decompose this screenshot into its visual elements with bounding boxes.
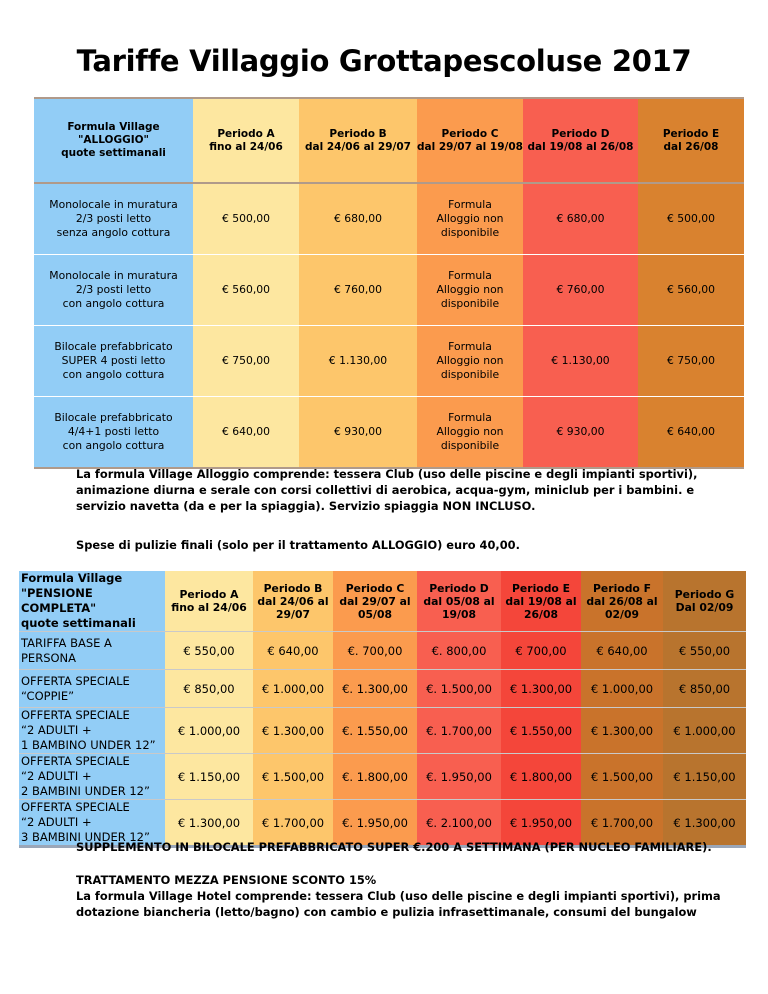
period-name: Periodo E	[662, 127, 720, 140]
row-label-line: 2/3 posti letto	[75, 212, 152, 225]
supplemento-note: SUPPLEMENTO IN BILOCALE PREFABBRICATO SUPER €.200 A SETTIMANA (PER NUCLEO FAMILIARE).	[76, 840, 712, 854]
price-cell: € 1.000,00	[253, 670, 333, 708]
table-row	[34, 397, 744, 469]
row-label-line: “2 ADULTI +	[21, 815, 92, 829]
price-cell: € 700,00	[501, 632, 581, 670]
price-cell: € 1.150,00	[663, 754, 746, 800]
price-cell: € 750,00	[638, 326, 744, 397]
price-cell: € 560,00	[638, 255, 744, 326]
price-cell: € 1.800,00	[501, 754, 581, 800]
period-range: 26/08	[524, 607, 558, 621]
price-cell: €. 2.100,00	[417, 800, 501, 847]
unavailable-cell	[417, 326, 523, 397]
price-cell: € 850,00	[165, 670, 253, 708]
pulizie-note: Spese di pulizie finali (solo per il trattamento ALLOGGIO) euro 40,00.	[76, 538, 520, 552]
header-periodo-f	[581, 571, 663, 632]
price-cell: € 760,00	[523, 255, 638, 326]
price-cell: € 1.550,00	[501, 708, 581, 754]
price-cell: € 640,00	[638, 397, 744, 469]
price-cell: €. 1.500,00	[417, 670, 501, 708]
price-cell: € 1.700,00	[253, 800, 333, 847]
period-name: Periodo E	[512, 581, 570, 595]
period-range: 05/08	[358, 607, 392, 621]
row-label-line: OFFERTA SPECIALE	[21, 754, 130, 768]
row-label-line: 2 BAMBINI UNDER 12”	[21, 784, 150, 798]
row-label-line: “2 ADULTI +	[21, 769, 92, 783]
unavailable-text: Formula Alloggio non disponibile	[436, 269, 504, 310]
price-cell: €. 1.800,00	[333, 754, 417, 800]
period-range: dal 19/08 al 26/08	[527, 140, 634, 153]
header-line: "PENSIONE COMPLETA"	[21, 586, 97, 615]
price-cell: € 1.000,00	[663, 708, 746, 754]
row-label	[19, 754, 165, 800]
alloggio-price-table	[34, 97, 744, 469]
row-label-line: con angolo cottura	[62, 297, 165, 310]
row-label-line: OFFERTA SPECIALE	[21, 673, 130, 688]
price-cell: € 680,00	[299, 183, 417, 255]
header-periodo-d	[417, 571, 501, 632]
price-cell: € 1.300,00	[581, 708, 663, 754]
row-label-line: PERSONA	[21, 650, 77, 665]
period-name: Periodo C	[441, 127, 499, 140]
row-label-line: “2 ADULTI +	[21, 723, 92, 737]
price-cell: € 500,00	[638, 183, 744, 255]
header-periodo-c	[417, 98, 523, 183]
price-cell: €. 700,00	[333, 632, 417, 670]
table-row	[19, 754, 746, 800]
period-name: Periodo D	[551, 127, 610, 140]
header-line: Formula Village	[67, 121, 160, 133]
price-cell: € 1.000,00	[165, 708, 253, 754]
header-label-cell	[34, 98, 193, 183]
period-range: dal 26/08 al	[586, 594, 658, 608]
row-label-line: senza angolo cottura	[56, 226, 171, 239]
price-cell: € 1.000,00	[581, 670, 663, 708]
mezza-pensione-heading: TRATTAMENTO MEZZA PENSIONE SCONTO 15%	[76, 873, 377, 887]
table-row	[34, 326, 744, 397]
period-range: fino al 24/06	[209, 140, 283, 153]
table-row	[34, 183, 744, 255]
price-cell: € 640,00	[193, 397, 299, 469]
period-range: 29/07	[276, 607, 310, 621]
unavailable-cell	[417, 183, 523, 255]
price-cell: € 760,00	[299, 255, 417, 326]
price-cell: € 1.130,00	[299, 326, 417, 397]
row-label-line: OFFERTA SPECIALE	[21, 708, 130, 722]
period-name: Periodo F	[593, 581, 651, 595]
price-cell: € 1.130,00	[523, 326, 638, 397]
period-name: Periodo G	[674, 588, 735, 601]
unavailable-text: Formula Alloggio non disponibile	[436, 198, 504, 239]
row-label	[34, 255, 193, 326]
price-cell: €. 1.550,00	[333, 708, 417, 754]
alloggio-note: La formula Village Alloggio comprende: tessera Club (uso delle piscine e degli impianti sportivi), animazione diurna e serale con corsi collettivi di aerobica, acqua-gym, miniclub per i bambini. e servizio navetta (da e per la spiaggia). Servizio spiaggia NON INCLUSO.	[76, 467, 698, 513]
row-label-line: 4/4+1 posti letto	[67, 425, 160, 438]
price-cell: €. 1.950,00	[417, 754, 501, 800]
period-range: fino al 24/06	[171, 601, 247, 614]
header-periodo-a	[193, 98, 299, 183]
price-cell: € 1.300,00	[663, 800, 746, 847]
price-cell: €. 1.950,00	[333, 800, 417, 847]
price-cell: € 930,00	[299, 397, 417, 469]
table-header-row	[19, 571, 746, 632]
pensione-completa-price-table	[19, 571, 746, 848]
price-cell: €. 800,00	[417, 632, 501, 670]
hotel-note: La formula Village Hotel comprende: tessera Club (uso delle piscine e degli impianti sportivi), prima dotazione biancheria (letto/bagno) con cambio e pulizia infrasettimanale, consumi del bungalow	[76, 889, 721, 919]
row-label	[19, 632, 165, 670]
row-label	[34, 397, 193, 469]
unavailable-text: Formula Alloggio non disponibile	[436, 411, 504, 452]
header-line: quote settimanali	[21, 616, 136, 630]
row-label-line: “COPPIE”	[21, 688, 75, 703]
header-periodo-a	[165, 571, 253, 632]
page-title: Tariffe Villaggio Grottapescoluse 2017	[76, 44, 692, 78]
header-line: quote settimanali	[61, 147, 166, 159]
period-range: Dal 02/09	[675, 601, 734, 614]
row-label-line: TARIFFA BASE A	[21, 635, 112, 650]
header-periodo-b	[299, 98, 417, 183]
header-periodo-e	[501, 571, 581, 632]
period-name: Periodo C	[345, 581, 405, 595]
price-cell: €. 1.300,00	[333, 670, 417, 708]
period-range: dal 26/08	[663, 140, 719, 153]
header-periodo-e	[638, 98, 744, 183]
period-name: Periodo A	[217, 127, 275, 140]
header-periodo-c	[333, 571, 417, 632]
header-periodo-g	[663, 571, 746, 632]
row-label	[34, 183, 193, 255]
row-label	[19, 708, 165, 754]
price-cell: €. 1.700,00	[417, 708, 501, 754]
header-line: Formula Village	[21, 571, 123, 585]
row-label-line: Monolocale in muratura	[49, 269, 178, 282]
price-cell: € 640,00	[253, 632, 333, 670]
header-label-cell	[19, 571, 165, 632]
header-periodo-b	[253, 571, 333, 632]
table-row	[19, 632, 746, 670]
header-periodo-d	[523, 98, 638, 183]
price-cell: € 850,00	[663, 670, 746, 708]
price-cell: € 550,00	[165, 632, 253, 670]
period-range: dal 24/06 al 29/07	[305, 140, 411, 153]
price-cell: € 1.950,00	[501, 800, 581, 847]
period-range: dal 24/06 al	[257, 594, 329, 608]
unavailable-cell	[417, 255, 523, 326]
row-label-line: SUPER 4 posti letto	[61, 354, 166, 367]
price-cell: € 560,00	[193, 255, 299, 326]
table-row	[19, 670, 746, 708]
unavailable-cell	[417, 397, 523, 469]
header-line: "ALLOGGIO"	[77, 134, 150, 146]
price-cell: € 1.500,00	[253, 754, 333, 800]
period-range: dal 29/07 al	[339, 594, 411, 608]
period-name: Periodo B	[329, 127, 387, 140]
period-range: dal 29/07 al 19/08	[417, 140, 523, 153]
table-row	[19, 708, 746, 754]
row-label-line: 2/3 posti letto	[75, 283, 152, 296]
table-row	[34, 255, 744, 326]
row-label-line: 3 BAMBINI UNDER 12”	[21, 830, 150, 844]
unavailable-text: Formula Alloggio non disponibile	[436, 340, 504, 381]
price-cell: € 550,00	[663, 632, 746, 670]
period-name: Periodo B	[263, 581, 323, 595]
period-range: 02/09	[605, 607, 639, 621]
price-cell: € 1.500,00	[581, 754, 663, 800]
price-cell: € 750,00	[193, 326, 299, 397]
price-cell: € 930,00	[523, 397, 638, 469]
price-cell: € 1.300,00	[253, 708, 333, 754]
price-cell: € 1.300,00	[501, 670, 581, 708]
price-cell: € 680,00	[523, 183, 638, 255]
period-range: dal 19/08 al	[505, 594, 577, 608]
price-cell: € 1.300,00	[165, 800, 253, 847]
row-label-line: 1 BAMBINO UNDER 12”	[21, 738, 156, 752]
row-label-line: Monolocale in muratura	[49, 198, 178, 211]
period-name: Periodo D	[429, 581, 489, 595]
row-label-line: Bilocale prefabbricato	[54, 340, 173, 353]
period-range: dal 05/08 al	[423, 594, 495, 608]
price-cell: € 640,00	[581, 632, 663, 670]
period-name: Periodo A	[179, 588, 239, 601]
row-label-line: Bilocale prefabbricato	[54, 411, 173, 424]
price-cell: € 500,00	[193, 183, 299, 255]
price-cell: € 1.700,00	[581, 800, 663, 847]
table-header-row	[34, 98, 744, 183]
row-label	[34, 326, 193, 397]
row-label-line: con angolo cottura	[62, 368, 165, 381]
period-range: 19/08	[442, 607, 476, 621]
row-label-line: con angolo cottura	[62, 439, 165, 452]
price-cell: € 1.150,00	[165, 754, 253, 800]
row-label-line: OFFERTA SPECIALE	[21, 800, 130, 814]
row-label	[19, 670, 165, 708]
